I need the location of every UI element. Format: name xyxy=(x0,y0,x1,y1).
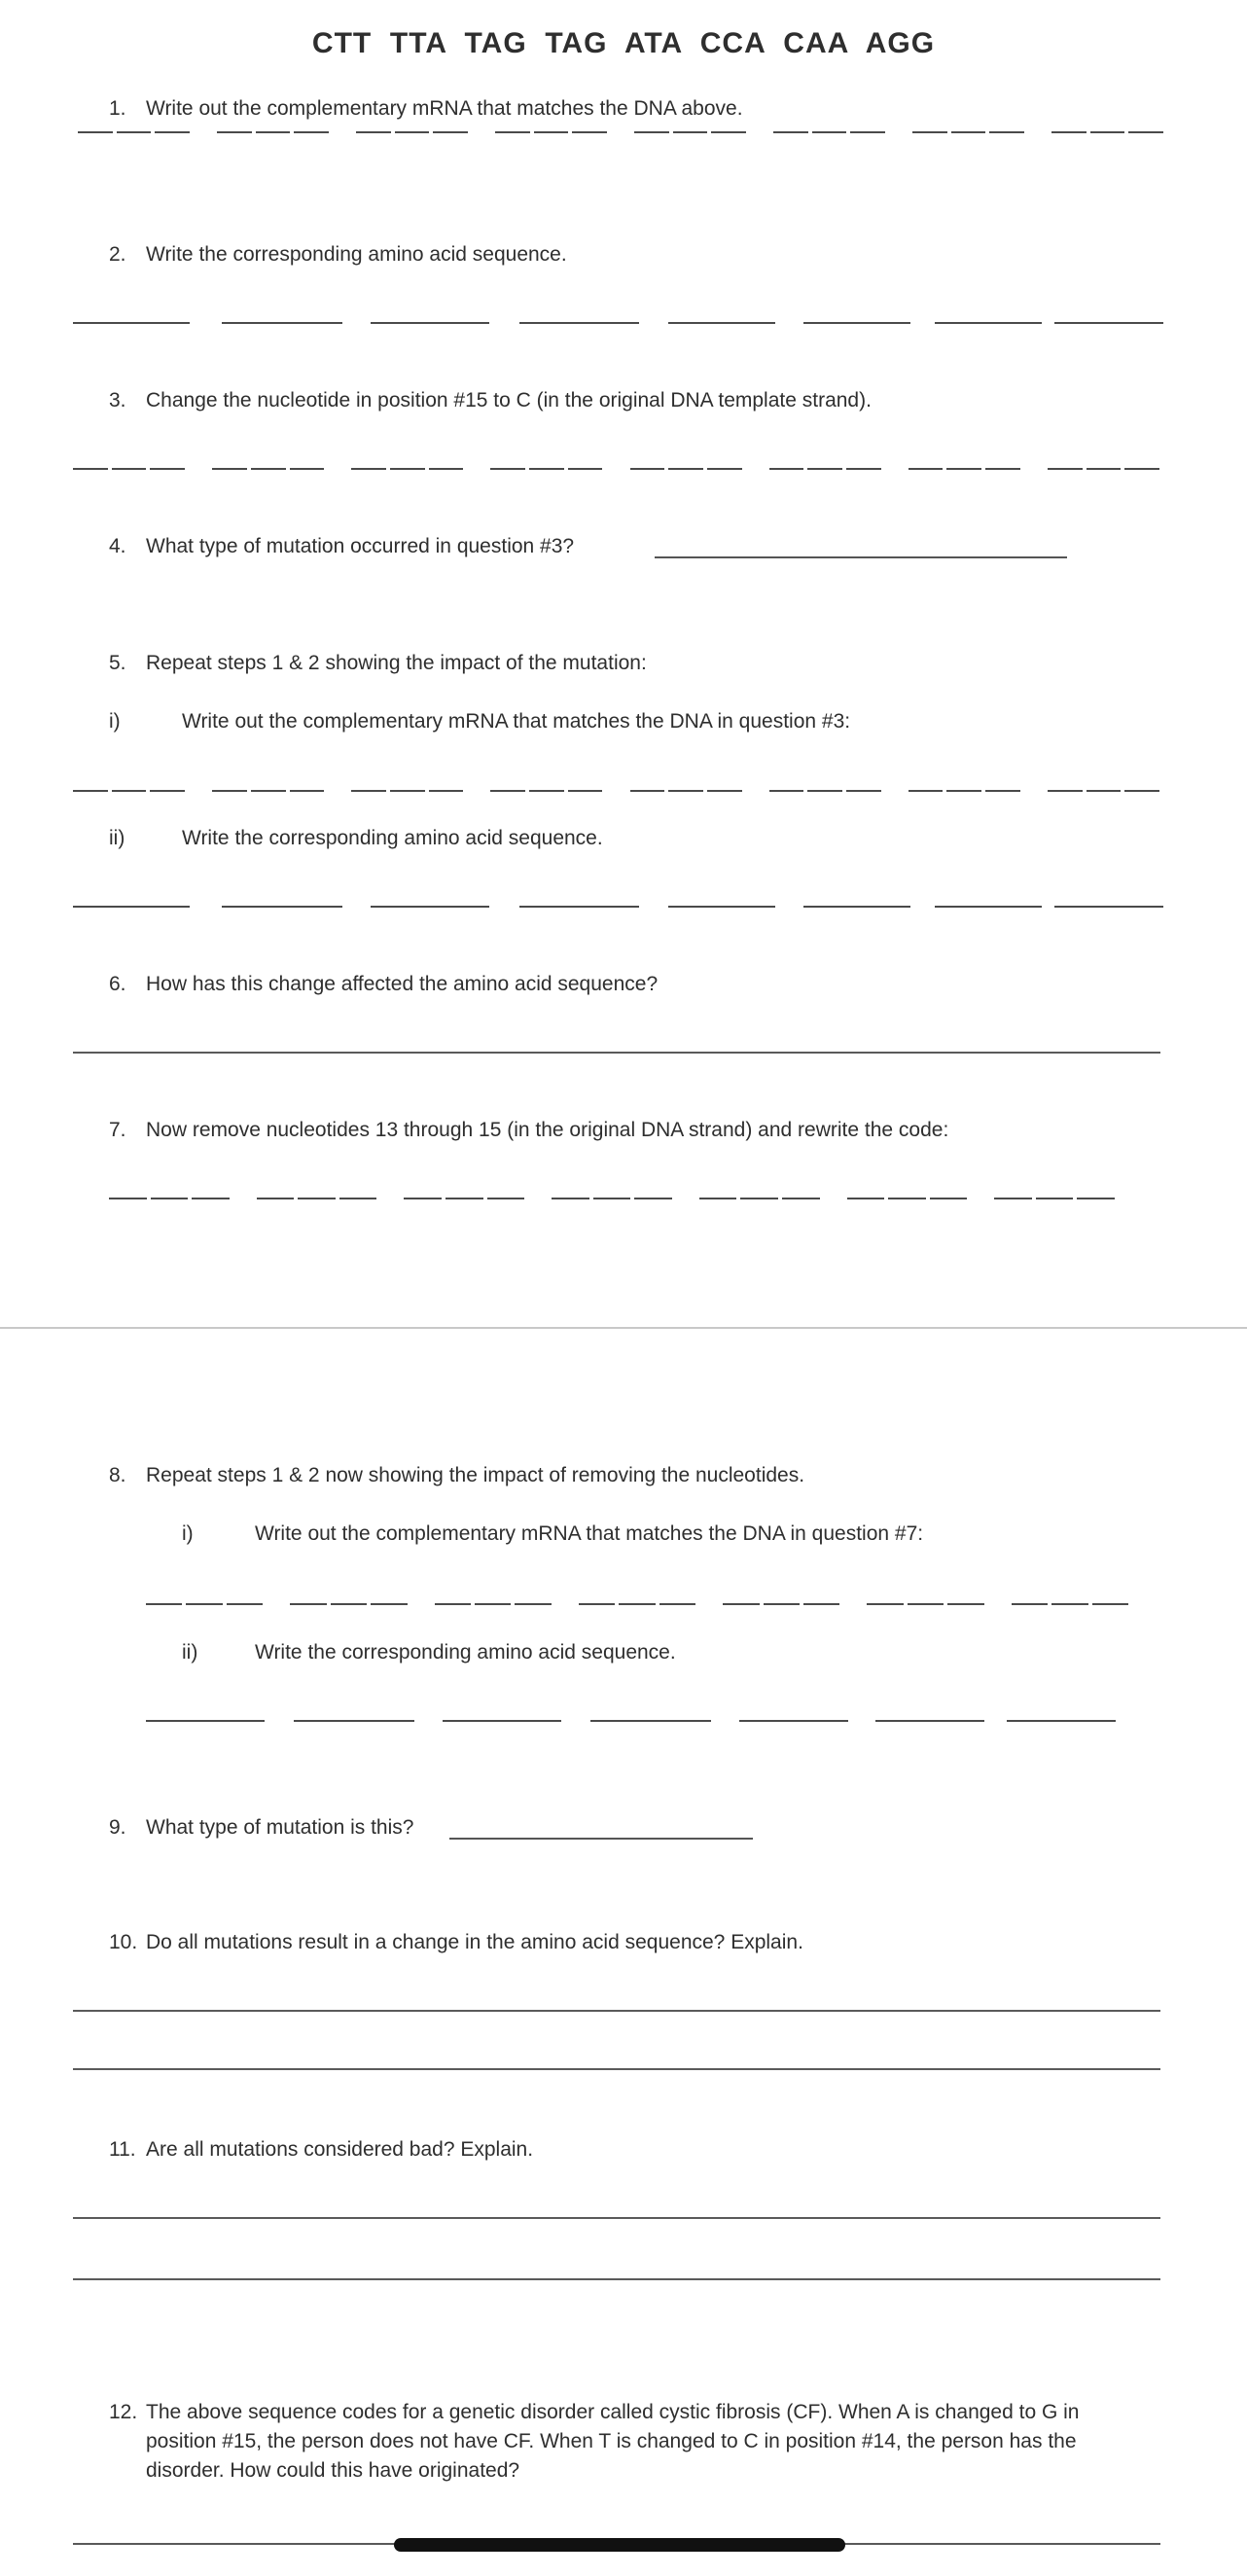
blank-segment[interactable] xyxy=(740,1198,778,1199)
blank-segment[interactable] xyxy=(930,1198,968,1199)
answer-blanks-amino-acids[interactable] xyxy=(0,1720,1247,1723)
blank-segment[interactable] xyxy=(73,322,190,324)
question-number: 9. xyxy=(109,1816,126,1839)
blank-segment[interactable] xyxy=(1012,1603,1048,1605)
question-text-line: position #15, the person does not have CF. When T is changed to C in position #14, the person has the xyxy=(146,2430,1077,2452)
blank-segment[interactable] xyxy=(985,468,1020,470)
question-9 xyxy=(109,1816,413,1840)
question-number: 1. xyxy=(109,97,126,120)
blank-segment[interactable] xyxy=(1087,468,1122,470)
blank-segment[interactable] xyxy=(395,131,430,133)
question-text-line: disorder. How could this have originated? xyxy=(146,2459,520,2482)
blank-segment[interactable] xyxy=(908,1603,944,1605)
part-text: Write the corresponding amino acid sequence. xyxy=(255,1641,676,1664)
answer-line[interactable] xyxy=(73,2278,1160,2280)
blank-segment[interactable] xyxy=(782,1198,820,1199)
blank-segment[interactable] xyxy=(946,790,981,792)
blank-segment[interactable] xyxy=(579,1603,615,1605)
question-number: 2. xyxy=(109,243,126,266)
blank-segment[interactable] xyxy=(529,790,564,792)
blank-segment[interactable] xyxy=(769,790,804,792)
blank-segment[interactable] xyxy=(773,131,808,133)
blank-segment[interactable] xyxy=(723,1603,759,1605)
part-text: Write out the complementary mRNA that matches the DNA in question #7: xyxy=(255,1522,924,1545)
blank-segment[interactable] xyxy=(146,1603,182,1605)
blank-segment[interactable] xyxy=(112,468,147,470)
blank-segment[interactable] xyxy=(339,1198,377,1199)
blank-segment[interactable] xyxy=(390,790,425,792)
blank-segment[interactable] xyxy=(490,790,525,792)
blank-segment[interactable] xyxy=(552,1198,589,1199)
question-1 xyxy=(109,97,743,121)
answer-blanks-codons[interactable] xyxy=(0,1603,1247,1606)
blank-segment[interactable] xyxy=(875,1720,984,1722)
blank-segment[interactable] xyxy=(909,790,944,792)
blank-segment[interactable] xyxy=(351,790,386,792)
blank-segment[interactable] xyxy=(668,906,775,908)
blank-segment[interactable] xyxy=(994,1198,1032,1199)
blank-segment[interactable] xyxy=(707,468,742,470)
blank-segment[interactable] xyxy=(109,1198,147,1199)
blank-segment[interactable] xyxy=(769,468,804,470)
blank-segment[interactable] xyxy=(630,468,665,470)
blank-segment[interactable] xyxy=(989,131,1024,133)
blank-segment[interactable] xyxy=(117,131,152,133)
blank-segment[interactable] xyxy=(534,131,569,133)
blank-segment[interactable] xyxy=(590,1720,711,1722)
blank-segment[interactable] xyxy=(290,468,325,470)
blank-segment[interactable] xyxy=(909,468,944,470)
blank-segment[interactable] xyxy=(73,468,108,470)
question-8-part-i xyxy=(182,1522,923,1546)
dna-sequence-title: CTT TTA TAG TAG ATA CCA CAA AGG xyxy=(311,27,936,59)
blank-segment[interactable] xyxy=(1007,1720,1116,1722)
blank-segment[interactable] xyxy=(435,1603,471,1605)
blank-segment[interactable] xyxy=(1051,1603,1087,1605)
blank-segment[interactable] xyxy=(212,468,247,470)
blank-segment[interactable] xyxy=(867,1603,903,1605)
blank-segment[interactable] xyxy=(659,1603,695,1605)
answer-line[interactable] xyxy=(73,2217,1160,2219)
blank-segment[interactable] xyxy=(495,131,530,133)
blank-segment[interactable] xyxy=(630,790,665,792)
blank-segment[interactable] xyxy=(217,131,252,133)
blank-segment[interactable] xyxy=(711,131,746,133)
blank-segment[interactable] xyxy=(429,468,464,470)
question-text: What type of mutation occurred in question #3? xyxy=(146,535,575,557)
blank-segment[interactable] xyxy=(515,1603,551,1605)
question-text: Change the nucleotide in position #15 to C (in the original DNA template strand). xyxy=(146,389,872,411)
blank-segment[interactable] xyxy=(443,1720,561,1722)
question-8 xyxy=(109,1464,804,1487)
blank-segment[interactable] xyxy=(475,1603,511,1605)
question-number: 6. xyxy=(109,973,126,995)
question-text: Write out the complementary mRNA that matches the DNA above. xyxy=(146,97,743,120)
question-12 xyxy=(109,2398,1179,2486)
blank-segment[interactable] xyxy=(290,790,325,792)
blank-segment[interactable] xyxy=(668,322,775,324)
blank-segment[interactable] xyxy=(371,1603,407,1605)
blank-segment[interactable] xyxy=(404,1198,442,1199)
question-3 xyxy=(109,389,872,412)
answer-blank-mutation-type[interactable] xyxy=(655,556,1067,558)
blank-segment[interactable] xyxy=(222,906,342,908)
blank-segment[interactable] xyxy=(155,131,190,133)
blank-segment[interactable] xyxy=(1051,131,1087,133)
blank-segment[interactable] xyxy=(673,131,708,133)
blank-segment[interactable] xyxy=(222,322,342,324)
blank-segment[interactable] xyxy=(390,468,425,470)
question-text: Repeat steps 1 & 2 showing the impact of the mutation: xyxy=(146,652,647,674)
blank-segment[interactable] xyxy=(429,790,464,792)
blank-segment[interactable] xyxy=(912,131,947,133)
question-number: 7. xyxy=(109,1119,126,1141)
blank-segment[interactable] xyxy=(487,1198,525,1199)
part-label: i) xyxy=(109,710,121,733)
question-number: 8. xyxy=(109,1464,126,1486)
question-text: Do all mutations result in a change in the amino acid sequence? Explain. xyxy=(146,1931,803,1953)
question-6 xyxy=(109,973,658,996)
question-number: 3. xyxy=(109,389,126,411)
blank-segment[interactable] xyxy=(946,468,981,470)
blank-segment[interactable] xyxy=(331,1603,367,1605)
blank-segment[interactable] xyxy=(73,790,108,792)
blank-segment[interactable] xyxy=(529,468,564,470)
blank-segment[interactable] xyxy=(1036,1198,1074,1199)
question-11 xyxy=(109,2138,533,2162)
question-text: What type of mutation is this? xyxy=(146,1816,414,1839)
blank-segment[interactable] xyxy=(1054,906,1163,908)
blank-segment[interactable] xyxy=(371,906,489,908)
answer-blank-mutation-type[interactable] xyxy=(449,1838,753,1840)
blank-segment[interactable] xyxy=(490,468,525,470)
blank-segment[interactable] xyxy=(888,1198,926,1199)
blank-segment[interactable] xyxy=(699,1198,737,1199)
part-label: i) xyxy=(182,1522,194,1545)
question-number: 12. xyxy=(109,2401,138,2423)
blank-segment[interactable] xyxy=(186,1603,222,1605)
blank-segment[interactable] xyxy=(803,1603,839,1605)
blank-segment[interactable] xyxy=(78,131,113,133)
blank-segment[interactable] xyxy=(634,131,669,133)
blank-segment[interactable] xyxy=(150,790,185,792)
blank-segment[interactable] xyxy=(619,1603,655,1605)
question-number: 5. xyxy=(109,652,126,674)
blank-segment[interactable] xyxy=(371,322,489,324)
blank-segment[interactable] xyxy=(212,790,247,792)
blank-segment[interactable] xyxy=(1048,468,1083,470)
blank-segment[interactable] xyxy=(668,790,703,792)
part-label: ii) xyxy=(182,1641,198,1664)
answer-blanks-amino-acids[interactable] xyxy=(0,322,1247,325)
blank-segment[interactable] xyxy=(256,131,291,133)
blank-segment[interactable] xyxy=(668,468,703,470)
answer-blanks-codons[interactable] xyxy=(0,790,1247,793)
blank-segment[interactable] xyxy=(1128,131,1163,133)
blank-segment[interactable] xyxy=(146,1720,265,1722)
blank-segment[interactable] xyxy=(847,1198,885,1199)
blank-segment[interactable] xyxy=(1087,790,1122,792)
question-10 xyxy=(109,1931,803,1954)
blank-segment[interactable] xyxy=(947,1603,983,1605)
answer-blanks-codons[interactable] xyxy=(0,131,1247,134)
question-number: 10. xyxy=(109,1931,138,1953)
question-7 xyxy=(109,1119,948,1142)
blank-segment[interactable] xyxy=(433,131,468,133)
blank-segment[interactable] xyxy=(192,1198,230,1199)
question-text: Now remove nucleotides 13 through 15 (in the original DNA strand) and rewrite the code: xyxy=(146,1119,949,1141)
page-divider xyxy=(0,1327,1247,1329)
blank-segment[interactable] xyxy=(1090,131,1125,133)
question-text-line: The above sequence codes for a genetic disorder called cystic fibrosis (CF). When A is changed to G in xyxy=(146,2401,1080,2423)
blank-segment[interactable] xyxy=(257,1198,295,1199)
answer-blanks-codons[interactable] xyxy=(0,468,1247,471)
blank-segment[interactable] xyxy=(1048,790,1083,792)
answer-blanks-codons[interactable] xyxy=(0,1198,1247,1200)
answer-line[interactable] xyxy=(73,1052,1160,1054)
blank-segment[interactable] xyxy=(1124,468,1159,470)
blank-segment[interactable] xyxy=(519,322,639,324)
blank-segment[interactable] xyxy=(73,906,190,908)
blank-segment[interactable] xyxy=(739,1720,848,1722)
blank-segment[interactable] xyxy=(812,131,847,133)
blank-segment[interactable] xyxy=(764,1603,800,1605)
question-number: 4. xyxy=(109,535,126,557)
question-5-part-ii xyxy=(109,827,603,850)
blank-segment[interactable] xyxy=(634,1198,672,1199)
blank-segment[interactable] xyxy=(151,1198,189,1199)
home-indicator-bar[interactable] xyxy=(394,2538,845,2552)
blank-segment[interactable] xyxy=(298,1198,336,1199)
answer-blanks-amino-acids[interactable] xyxy=(0,906,1247,909)
blank-segment[interactable] xyxy=(803,322,910,324)
question-8-part-ii xyxy=(182,1641,676,1664)
blank-segment[interactable] xyxy=(1092,1603,1128,1605)
blank-segment[interactable] xyxy=(294,131,329,133)
question-5 xyxy=(109,652,647,675)
blank-segment[interactable] xyxy=(807,790,842,792)
blank-segment[interactable] xyxy=(593,1198,631,1199)
blank-segment[interactable] xyxy=(951,131,986,133)
blank-segment[interactable] xyxy=(850,131,885,133)
blank-segment[interactable] xyxy=(445,1198,483,1199)
part-text: Write out the complementary mRNA that matches the DNA in question #3: xyxy=(182,710,851,733)
blank-segment[interactable] xyxy=(1077,1198,1115,1199)
answer-line[interactable] xyxy=(73,2010,1160,2012)
blank-segment[interactable] xyxy=(150,468,185,470)
blank-segment[interactable] xyxy=(568,468,603,470)
blank-segment[interactable] xyxy=(351,468,386,470)
blank-segment[interactable] xyxy=(1054,322,1163,324)
blank-segment[interactable] xyxy=(227,1603,263,1605)
blank-segment[interactable] xyxy=(290,1603,326,1605)
blank-segment[interactable] xyxy=(1124,790,1159,792)
blank-segment[interactable] xyxy=(846,468,881,470)
question-text: Are all mutations considered bad? Explain. xyxy=(146,2138,534,2161)
blank-segment[interactable] xyxy=(568,790,603,792)
question-2 xyxy=(109,243,567,267)
blank-segment[interactable] xyxy=(846,790,881,792)
blank-segment[interactable] xyxy=(707,790,742,792)
blank-segment[interactable] xyxy=(112,790,147,792)
blank-segment[interactable] xyxy=(935,322,1042,324)
blank-segment[interactable] xyxy=(519,906,639,908)
blank-segment[interactable] xyxy=(803,906,910,908)
question-text: Repeat steps 1 & 2 now showing the impact of removing the nucleotides. xyxy=(146,1464,805,1486)
blank-segment[interactable] xyxy=(807,468,842,470)
question-text: Write the corresponding amino acid sequence. xyxy=(146,243,567,266)
question-4 xyxy=(109,535,574,558)
blank-segment[interactable] xyxy=(294,1720,414,1722)
blank-segment[interactable] xyxy=(251,790,286,792)
question-text: How has this change affected the amino acid sequence? xyxy=(146,973,659,995)
question-5-part-i xyxy=(109,710,850,733)
part-label: ii) xyxy=(109,827,125,849)
blank-segment[interactable] xyxy=(935,906,1042,908)
blank-segment[interactable] xyxy=(985,790,1020,792)
part-text: Write the corresponding amino acid sequence. xyxy=(182,827,603,849)
question-number: 11. xyxy=(109,2138,136,2161)
blank-segment[interactable] xyxy=(251,468,286,470)
blank-segment[interactable] xyxy=(572,131,607,133)
blank-segment[interactable] xyxy=(356,131,391,133)
answer-line[interactable] xyxy=(73,2068,1160,2070)
